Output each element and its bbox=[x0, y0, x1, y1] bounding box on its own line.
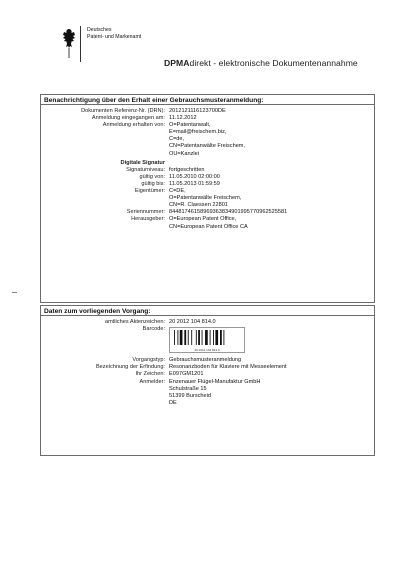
barcode-stripe bbox=[220, 330, 222, 345]
field-value bbox=[169, 115, 374, 122]
field-value-line: Schulstraße 15 bbox=[169, 385, 207, 392]
field-row bbox=[41, 122, 374, 157]
section-heading: Daten zum vorliegenden Vorgang: bbox=[41, 306, 374, 316]
barcode-stripe bbox=[210, 330, 211, 345]
field-value bbox=[169, 174, 374, 181]
field-label: Anmeldung erhalten von: bbox=[102, 122, 165, 129]
field-value bbox=[169, 122, 374, 157]
section-heading: Benachrichtigung über den Erhalt einer Gebrauchsmusteranmeldung: bbox=[41, 95, 374, 105]
field-label: Anmelder: bbox=[139, 378, 165, 385]
field-value bbox=[169, 216, 374, 230]
barcode-stripe bbox=[205, 330, 208, 345]
field-value-line: E=mail@freischem.biz, bbox=[169, 129, 227, 136]
dpma-logo bbox=[62, 26, 141, 62]
field-row bbox=[41, 209, 374, 216]
punch-mark bbox=[12, 292, 17, 293]
field-value-line: O=Patentanwälte Freischem, bbox=[169, 195, 242, 202]
app-title-brand: DPMA bbox=[164, 58, 190, 68]
procedure-data-section bbox=[40, 305, 375, 456]
field-label: Dokumenten Referenz-Nr. (DRN): bbox=[81, 108, 165, 114]
field-value-line: Resonanzboden für Klaviere mit Messeelement bbox=[169, 364, 287, 371]
field-value-line: 11.12.2012 bbox=[169, 115, 197, 122]
field-label: gültig von: bbox=[139, 173, 165, 180]
federal-eagle-icon bbox=[62, 26, 76, 58]
field-label: amtliches Aktenzeichen: bbox=[104, 319, 165, 325]
field-row bbox=[41, 216, 374, 230]
org-name-line2: Patent- und Markenamt bbox=[87, 33, 142, 40]
barcode-row bbox=[41, 326, 374, 354]
field-value bbox=[169, 209, 374, 216]
barcode-number: 20 2012 104 814.0 bbox=[194, 348, 220, 353]
barcode-stripe bbox=[184, 330, 186, 345]
field-value-line: O=European Patent Office, bbox=[169, 216, 237, 223]
field-label: Anmeldung eingegangen am: bbox=[91, 115, 165, 122]
field-row bbox=[41, 167, 374, 174]
signature-heading-row bbox=[41, 158, 374, 167]
barcode-stripe bbox=[180, 330, 183, 345]
barcode-stripe bbox=[188, 330, 189, 345]
field-label: Bezeichnung der Erfindung: bbox=[95, 364, 165, 371]
app-title bbox=[164, 58, 358, 68]
field-row bbox=[41, 108, 374, 115]
barcode bbox=[169, 327, 245, 353]
field-value bbox=[169, 167, 374, 174]
field-label: Herausgeber: bbox=[131, 216, 165, 223]
field-value-line: DE bbox=[169, 399, 177, 406]
field-row bbox=[41, 188, 374, 209]
field-value-line: 2012121116123700DE bbox=[169, 108, 226, 114]
logo-divider bbox=[80, 26, 81, 62]
field-row bbox=[41, 379, 374, 407]
field-value bbox=[169, 108, 374, 115]
field-value-line: OU=Kanzlei bbox=[169, 150, 200, 157]
signature-heading: Digitale Signatur bbox=[120, 159, 165, 166]
field-value-line: Enzenauer Flügel-Manufaktur GmbH bbox=[169, 378, 261, 385]
field-value-line: CN=R. Claessen 22801 bbox=[169, 202, 228, 209]
field-row bbox=[41, 181, 374, 188]
field-value-line: CN=Patentanwälte Freischem, bbox=[169, 143, 246, 150]
field-value bbox=[169, 371, 374, 378]
field-label: Ihr Zeichen: bbox=[135, 371, 165, 378]
field-value-line: CN=European Patent Office CA bbox=[169, 223, 248, 230]
org-name-line1: Deutsches bbox=[87, 27, 112, 33]
barcode-stripe bbox=[174, 330, 175, 345]
field-row bbox=[41, 115, 374, 122]
field-row bbox=[41, 371, 374, 378]
field-label: Barcode: bbox=[142, 326, 165, 333]
field-row bbox=[41, 174, 374, 181]
field-value bbox=[169, 379, 374, 407]
field-row bbox=[41, 319, 374, 326]
field-value-line: E097GM1201 bbox=[169, 371, 204, 378]
org-name bbox=[87, 27, 141, 40]
field-value-line: 11.05.2013 01:59:59 bbox=[169, 180, 220, 187]
barcode-bars bbox=[173, 330, 243, 345]
barcode-stripe bbox=[198, 330, 200, 345]
field-label: Signaturniveau: bbox=[126, 166, 165, 173]
barcode-stripe bbox=[177, 330, 178, 345]
barcode-stripe bbox=[223, 330, 224, 345]
field-value bbox=[169, 181, 374, 188]
barcode-stripe bbox=[191, 330, 192, 345]
field-value-line: C=de, bbox=[169, 136, 185, 143]
field-value-line: fortgeschritten bbox=[169, 166, 205, 173]
field-value bbox=[169, 357, 374, 364]
barcode-stripe bbox=[215, 330, 218, 345]
field-row bbox=[41, 364, 374, 371]
field-label: gültig bis: bbox=[141, 180, 165, 187]
field-label: Vorgangstyp: bbox=[132, 357, 165, 364]
app-title-text: direkt - elektronische Dokumentenannahme bbox=[189, 58, 358, 68]
field-label: Eigentümer: bbox=[134, 188, 165, 195]
field-value-line: 11.05.2010 02:00:00 bbox=[169, 173, 220, 180]
field-value-line: 51399 Burscheid bbox=[169, 392, 211, 399]
field-value: 20 2012 104 814.0 bbox=[169, 319, 216, 325]
field-row bbox=[41, 357, 374, 364]
field-value-line: Gebrauchsmusteranmeldung bbox=[169, 357, 242, 364]
receipt-notice-section bbox=[40, 94, 375, 303]
barcode-stripe bbox=[202, 330, 203, 345]
barcode-stripe bbox=[196, 330, 197, 345]
procedure-rows bbox=[41, 316, 374, 407]
field-value-line: C=DE, bbox=[169, 188, 186, 195]
field-label: Seriennummer: bbox=[126, 209, 165, 216]
field-value bbox=[169, 364, 374, 371]
field-value-line: O=Patentanwalt, bbox=[169, 122, 211, 129]
notice-rows bbox=[41, 105, 374, 231]
field-value-line: 84481746158969363834901995770962525581 bbox=[169, 209, 288, 216]
field-value bbox=[169, 188, 374, 209]
barcode-stripe bbox=[213, 330, 214, 345]
